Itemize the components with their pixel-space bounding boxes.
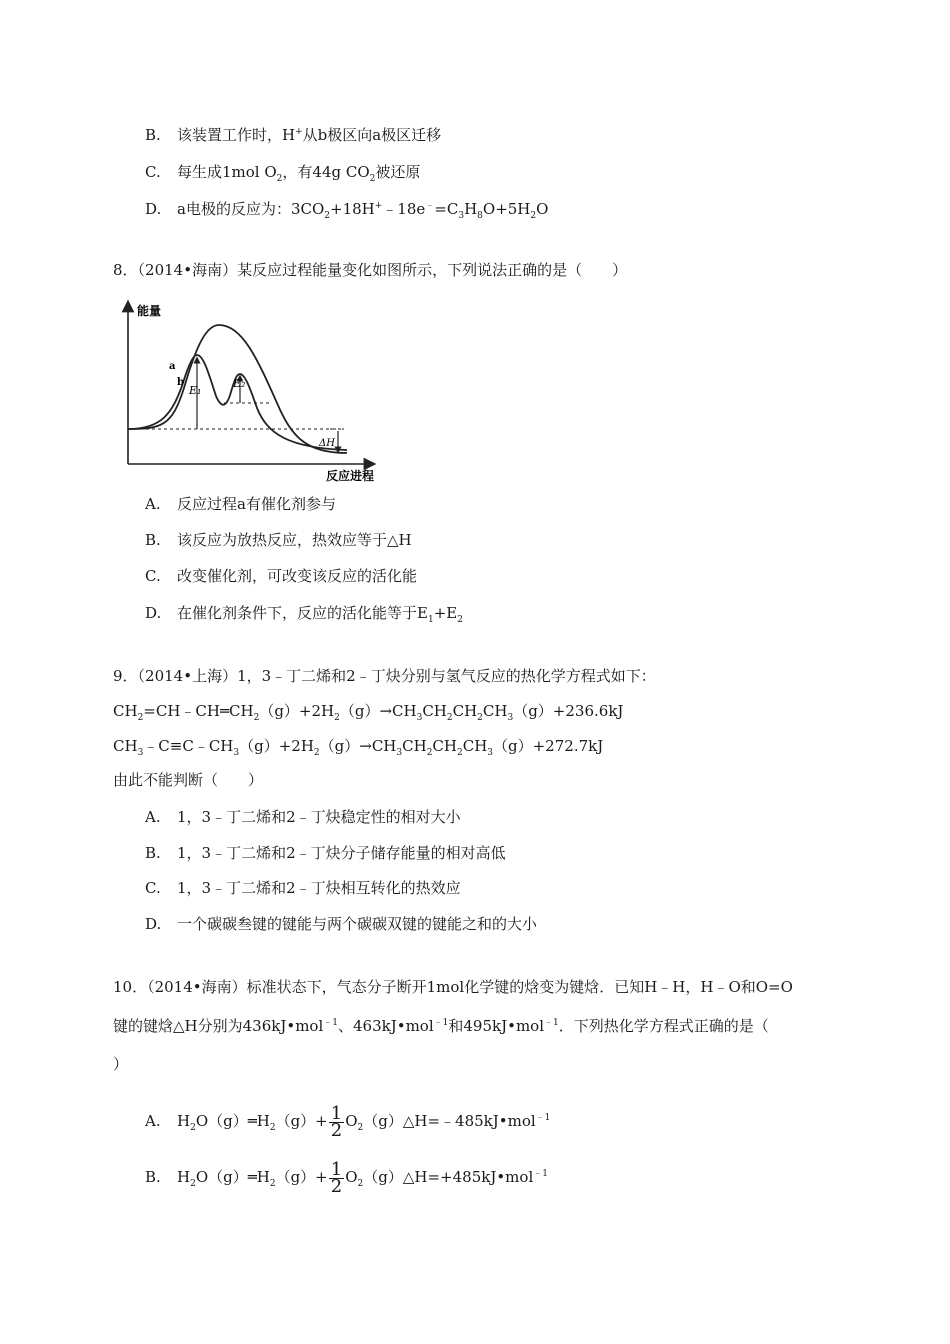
q10-stem-line-3: ） xyxy=(113,1055,129,1073)
q8-option-a: A. 反应过程a有催化剂参与 xyxy=(145,495,336,513)
x-axis-label: 反应进程 xyxy=(326,469,375,483)
e1-label: E₁ xyxy=(189,384,202,397)
fraction-one-half: $\frac{1}{2}$ xyxy=(330,1158,343,1197)
q9-option-d: D. 一个碳碳叁键的键能与两个碳碳双键的键能之和的大小 xyxy=(145,915,538,933)
y-axis-label: 能量 xyxy=(137,304,162,318)
q10-stem-line-1: 10．（2014•海南）标准状态下，气态分子断开1mol化学键的焓变为键焓．已知H﹣H，H﹣O和O=O xyxy=(113,978,793,996)
q9-equation-1: $CH_2=CH﹣CH═CH_2(g)+2H_2(g)\to CH_3CH_2CH_2CH_3(g)+236.6kJ$ xyxy=(113,702,624,723)
q10-option-a: A. $H_2O(g)═H_2(g)+$ $\frac{1}{2}$ $O_2(g)\triangle H=﹣485kJ•mol^{﹣1}$ xyxy=(145,1102,551,1141)
q8-stem: 8．（2014•海南）某反应过程能量变化如图所示，下列说法正确的是（ ） xyxy=(113,261,628,279)
q9-option-a: A. 1，3﹣丁二烯和2﹣丁炔稳定性的相对大小 xyxy=(145,808,461,826)
q8-option-d: D. 在催化剂条件下，反应的活化能等于$E_1+E_2$ xyxy=(145,604,463,625)
q9-equation-2: $CH_3﹣C\equiv C﹣CH_3(g)+2H_2(g)\to CH_3CH_2CH_2CH_3(g)+272.7kJ$ xyxy=(113,737,604,758)
q9-option-b: B. 1，3﹣丁二烯和2﹣丁炔分子储存能量的相对高低 xyxy=(145,844,506,862)
q7-option-c: C. 每生成1mol $O_2$，有44g $CO_2$被还原 xyxy=(145,163,421,184)
fraction-one-half: $\frac{1}{2}$ xyxy=(330,1102,343,1141)
q9-tail: 由此不能判断（ ） xyxy=(113,771,264,789)
q9-stem: 9．（2014•上海）1，3﹣丁二烯和2﹣丁炔分别与氢气反应的热化学方程式如下： xyxy=(113,667,656,685)
q8-option-c: C. 改变催化剂，可改变该反应的活化能 xyxy=(145,567,418,585)
q7-option-d: D. a电极的反应为：$3CO_2+18H^+﹣18e^﹣=C_3H_8O+5H_2O$ xyxy=(145,200,549,221)
q7-option-b: B. 该装置工作时，H+从b极区向a极区迁移 xyxy=(145,126,442,144)
curve-b-label: b xyxy=(177,377,184,388)
q8-option-b: B. 该反应为放热反应，热效应等于△H xyxy=(145,531,412,549)
e2-label: E₂ xyxy=(233,377,246,390)
energy-diagram xyxy=(112,298,382,483)
q9-option-c: C. 1，3﹣丁二烯和2﹣丁炔相互转化的热效应 xyxy=(145,879,461,897)
q10-stem-line-2: 键的键焓△H分别为436kJ•mol$^{﹣1}$、463kJ•mol$^{﹣1}$和495kJ•mol$^{﹣1}$．下列热化学方程式正确的是（ xyxy=(113,1017,769,1035)
curve-a-label: a xyxy=(169,361,176,372)
q10-option-b: B. $H_2O(g)═H_2(g)+$ $\frac{1}{2}$ $O_2(g)\triangle H=+485kJ•mol^{﹣1}$ xyxy=(145,1158,548,1197)
dh-label: ΔH xyxy=(319,438,335,449)
